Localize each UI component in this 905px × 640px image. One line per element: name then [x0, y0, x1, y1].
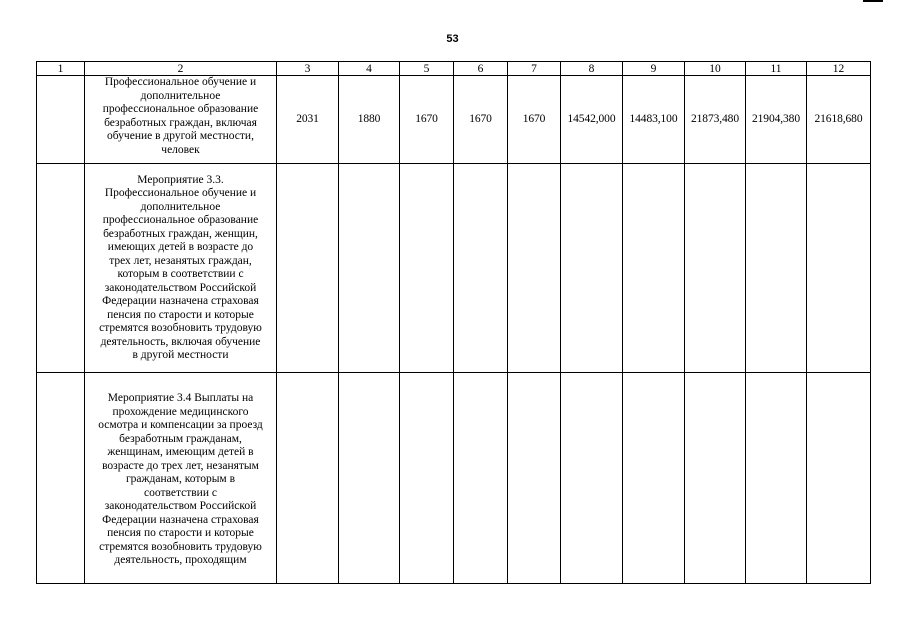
corner-scan-mark [863, 0, 883, 2]
column-header: 9 [623, 62, 685, 76]
value-cell: 14483,100 [623, 76, 685, 164]
page-number: 53 [446, 33, 459, 45]
value-cell [807, 164, 871, 373]
value-cell: 1670 [400, 76, 454, 164]
table-row [37, 164, 871, 373]
value-cell [339, 164, 400, 373]
value-cell [807, 373, 871, 584]
value-cell: 21904,380 [746, 76, 807, 164]
value-cell: 1880 [339, 76, 400, 164]
column-header: 6 [454, 62, 508, 76]
column-header: 1 [37, 62, 85, 76]
value-cell [339, 373, 400, 584]
value-cell [277, 373, 339, 584]
column-header: 5 [400, 62, 454, 76]
value-cell: 1670 [454, 76, 508, 164]
value-cell [508, 373, 561, 584]
value-cell [623, 373, 685, 584]
value-cell [746, 373, 807, 584]
row-number-cell [37, 373, 85, 584]
value-cell [508, 164, 561, 373]
value-cell [685, 164, 746, 373]
value-cell: 2031 [277, 76, 339, 164]
column-header: 4 [339, 62, 400, 76]
value-cell [561, 373, 623, 584]
value-cell [400, 373, 454, 584]
row-description: Мероприятие 3.4 Выплаты на прохождение медицинского осмотра и компенсации за проезд безработным гражданам, женщинам, имеющим детей в возрасте до трех лет, незанятым гражданам, которым в соответствии с законодательством Российской Федерации назначена страховая пенсия по старости и которые стремятся возобновить трудовую деятельность, проходящим [85, 373, 277, 584]
value-cell [454, 164, 508, 373]
column-header: 11 [746, 62, 807, 76]
column-header: 8 [561, 62, 623, 76]
row-number-cell [37, 164, 85, 373]
column-header: 12 [807, 62, 871, 76]
value-cell: 21873,480 [685, 76, 746, 164]
column-header: 10 [685, 62, 746, 76]
value-cell [685, 373, 746, 584]
value-cell: 1670 [508, 76, 561, 164]
value-cell [561, 164, 623, 373]
row-description: Мероприятие 3.3. Профессиональное обучение и дополнительное профессиональное образование безработных граждан, женщин, имеющих детей в возрасте до трех лет, незанятых граждан, которым в соответствии с законодательством Российской Федерации назначена страховая пенсия по старости и которые стремятся возобновить трудовую деятельность, включая обучение в другой местности [85, 164, 277, 373]
table-header-row [37, 62, 871, 76]
data-table [36, 61, 871, 584]
value-cell [454, 373, 508, 584]
value-cell [623, 164, 685, 373]
table-row [37, 76, 871, 164]
row-description: Профессиональное обучение и дополнительное профессиональное образование безработных граждан, включая обучение в другой местности, человек [85, 76, 277, 164]
column-header: 2 [85, 62, 277, 76]
row-number-cell [37, 76, 85, 164]
column-header: 3 [277, 62, 339, 76]
value-cell [400, 164, 454, 373]
value-cell [746, 164, 807, 373]
value-cell: 21618,680 [807, 76, 871, 164]
value-cell [277, 164, 339, 373]
value-cell: 14542,000 [561, 76, 623, 164]
table-row [37, 373, 871, 584]
column-header: 7 [508, 62, 561, 76]
